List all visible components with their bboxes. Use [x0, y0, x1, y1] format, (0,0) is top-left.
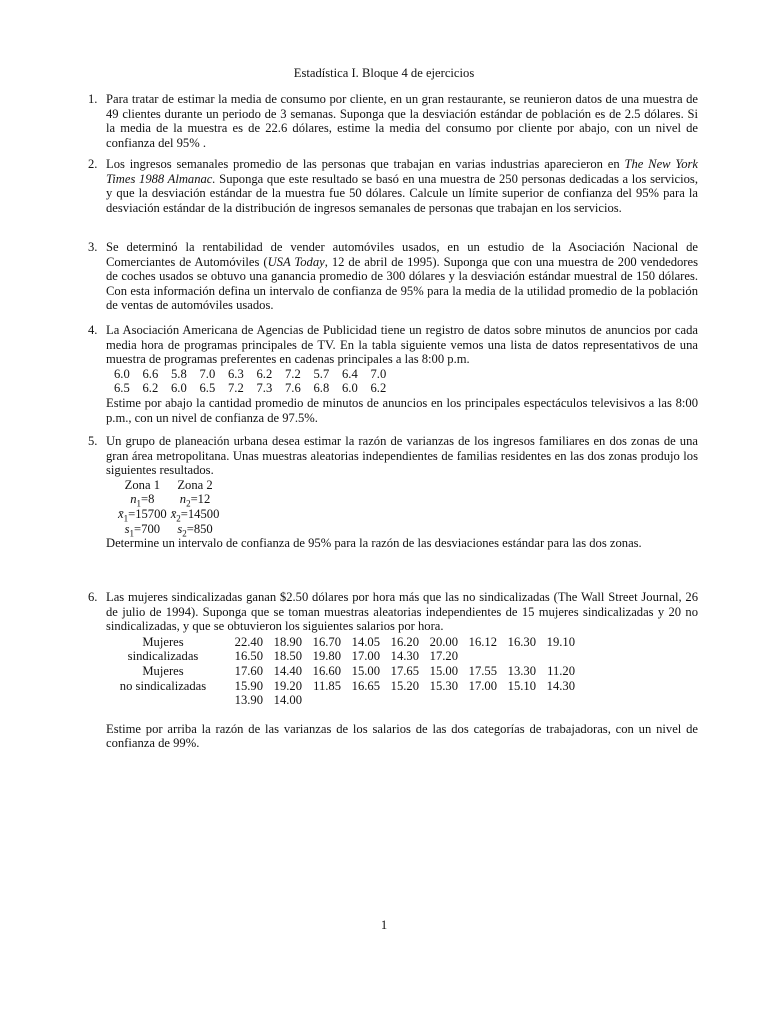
- data-cell: 6.0: [171, 381, 187, 396]
- exercise-number: 1.: [88, 92, 98, 106]
- salary-cell: 17.55: [468, 663, 497, 678]
- data-cell: 6.4: [342, 366, 358, 381]
- exercise-number: 3.: [88, 240, 98, 254]
- source-citation: USA Today: [267, 254, 325, 269]
- salary-cell: 18.50: [273, 649, 302, 664]
- data-cell: 7.2: [285, 366, 301, 381]
- s1-value: $s_1=700$: [124, 521, 161, 539]
- data-cell: 6.5: [114, 381, 130, 396]
- salary-cell: 17.20: [429, 649, 458, 664]
- salary-cell: 17.00: [351, 649, 380, 664]
- row-label: Mujeres: [142, 634, 184, 649]
- text-part: Los ingresos semanales promedio de las personas que trabajan en varias industrias aparecieron en: [106, 157, 625, 171]
- data-cell: 5.8: [171, 366, 187, 381]
- exercise-text: Un grupo de planeación urbana desea estimar la razón de varianzas de los ingresos familiares en dos zonas de una gran área metropolitana. Unas muestras aleatorias independientes de familias residentes en las dos zonas produjo los siguientes resultados.: [106, 434, 698, 478]
- source-citation: The New York Times 1988 Almanac.: [106, 157, 699, 186]
- salary-cell: 16.30: [507, 634, 536, 649]
- data-cell: 6.0: [114, 366, 130, 381]
- exercise-2: [88, 157, 699, 215]
- data-cell: 6.6: [142, 366, 159, 381]
- data-cell: 7.2: [228, 381, 244, 396]
- data-cell: 6.2: [142, 381, 159, 396]
- page-number: 1: [380, 918, 388, 932]
- salary-table: [108, 635, 575, 708]
- exercise-text: Para tratar de estimar la media de consumo por cliente, en un gran restaurante, se reunieron datos de una muestra de 49 clientes durante un periodo de 3 semanas. Suponga que la desviación estándar de población es de 2.5 dólares. Si la media de la muestra es de 22.6 dólares, estime la media del consumo por cliente por abajo, con un nivel de confianza del 95% .: [106, 92, 698, 150]
- n1-value: $n_1=8$: [130, 492, 155, 509]
- text-part: Suponga que este resultado se basó en una muestra de 250 personas dedicadas a los servicios, y que la desviación estándar de la muestra fue 50 dólares. Calcule un límite superior de confianza del 95% para la desviación estándar de la distribución de ingresos semanales de personas que trabajan en los servicios.: [106, 171, 698, 215]
- salary-cell: 15.00: [429, 663, 458, 678]
- salary-cell: 11.20: [547, 663, 575, 678]
- salary-cell: 16.50: [234, 649, 263, 664]
- data-cell: 5.7: [313, 366, 330, 381]
- salary-cell: 11.85: [313, 678, 341, 693]
- data-cell: 6.5: [199, 381, 216, 396]
- salary-cell: 16.20: [390, 634, 419, 649]
- salary-cell: 15.30: [429, 678, 458, 693]
- exercise-number: 4.: [88, 323, 98, 337]
- x1-value: $x̄_1=15700$: [118, 506, 167, 524]
- exercise-number: 6.: [88, 590, 98, 604]
- salary-cell: 17.60: [234, 663, 263, 678]
- data-cell: 6.2: [370, 381, 387, 396]
- data-cell: 7.0: [370, 366, 387, 381]
- exercise-3: [88, 240, 698, 313]
- exercise-question: Estime por arriba la razón de las varianzas de los salarios de las dos categorías de trabajadoras, con un nivel de confianza de 99%.: [106, 721, 698, 751]
- text-part: , 12 de abril de 1995). Suponga que con una muestra de 200 vendedores de coches usados se obtuvo una ganancia promedio de 300 dólares y la desviación estándar muestral de 150 dólares. Con esta información defina un intervalo de confianza de 95% para la media de la utilidad promedio de la población de ventas de automóviles usados.: [106, 254, 698, 313]
- zone-2-label: Zona 2: [177, 477, 213, 492]
- salary-cell: 20.00: [429, 634, 458, 649]
- salary-cell: 13.30: [507, 663, 536, 678]
- data-cell: 6.0: [342, 381, 358, 396]
- salary-cell: 15.20: [390, 678, 419, 693]
- data-table: [114, 367, 698, 396]
- data-cell: 6.8: [313, 381, 330, 396]
- salary-cell: 16.70: [312, 634, 341, 649]
- salary-cell: 15.00: [351, 663, 380, 678]
- data-cell: 7.3: [256, 381, 273, 396]
- data-cell: 7.0: [199, 366, 216, 381]
- salary-cell: 16.60: [312, 663, 341, 678]
- exercise-5: [88, 434, 698, 551]
- salary-cell: 15.10: [507, 678, 536, 693]
- zone-1-label: Zona 1: [124, 477, 160, 492]
- exercise-4: [88, 323, 698, 425]
- exercise-text: [106, 157, 698, 215]
- salary-cell: 13.90: [234, 693, 263, 708]
- salary-cell: 15.90: [234, 678, 263, 693]
- exercise-number: 5.: [88, 434, 98, 448]
- salary-cell: 17.00: [468, 678, 497, 693]
- n2-value: $n_2=12$: [179, 492, 211, 509]
- text-part: Se determinó la rentabilidad de vender automóviles usados, en un estudio de la Asociación Nacional de Comerciantes de Automóviles (: [106, 240, 698, 269]
- row-label: Mujeres: [142, 663, 184, 678]
- data-cell: 6.2: [256, 366, 273, 381]
- salary-cell: 22.40: [234, 634, 263, 649]
- exercise-question: Determine un intervalo de confianza de 95% para la razón de las desviaciones estándar para las dos zonas.: [106, 536, 642, 551]
- salary-cell: 14.30: [390, 649, 419, 664]
- exercise-question: Estime por abajo la cantidad promedio de minutos de anuncios en los principales espectáculos televisivos a las 8:00 p.m., con un nivel de confianza de 97.5%.: [106, 395, 698, 425]
- salary-cell: 17.65: [390, 663, 419, 678]
- salary-cell: 19.10: [546, 634, 575, 649]
- row-label: no sindicalizadas: [119, 678, 207, 693]
- salary-cell: 18.90: [273, 634, 302, 649]
- exercise-number: 2.: [88, 157, 98, 171]
- exercise-1: [88, 92, 698, 150]
- exercise-text: La Asociación Americana de Agencias de Publicidad tiene un registro de datos sobre minutos de anuncios por cada media hora de programas principales de TV. En la tabla siguiente vemos una lista de datos representativos de una muestra de programas preferentes en cadenas principales a las 8:00 p.m.: [106, 323, 698, 367]
- exercise-text: [106, 240, 698, 313]
- salary-cell: 16.65: [351, 678, 380, 693]
- salary-cell: 14.00: [273, 693, 302, 708]
- salary-cell: 14.30: [546, 678, 575, 693]
- s2-value: $s_2=850$: [177, 521, 213, 539]
- x2-value: $x̄_2=14500$: [170, 506, 220, 524]
- row-label: sindicalizadas: [127, 649, 199, 664]
- data-cell: 6.3: [228, 366, 244, 381]
- data-cell: 7.6: [285, 381, 301, 396]
- exercise-text: Las mujeres sindicalizadas ganan $2.50 dólares por hora más que las no sindicalizadas (The Wall Street Journal, 26 de julio de 1994). Suponga que se toman muestras aleatorias independientes de 15 mujeres sindicalizadas y 20 no sindicalizadas, y que se obtuvieron los siguientes salarios por hora.: [106, 590, 698, 634]
- salary-cell: 19.80: [312, 649, 341, 664]
- salary-cell: 19.20: [273, 678, 302, 693]
- document-title: Estadística I. Bloque 4 de ejercicios: [293, 66, 475, 80]
- salary-cell: 14.40: [273, 663, 302, 678]
- salary-cell: 16.12: [468, 634, 497, 649]
- exercise-6: [88, 590, 698, 751]
- salary-cell: 14.05: [351, 634, 380, 649]
- zone-table: [116, 477, 221, 539]
